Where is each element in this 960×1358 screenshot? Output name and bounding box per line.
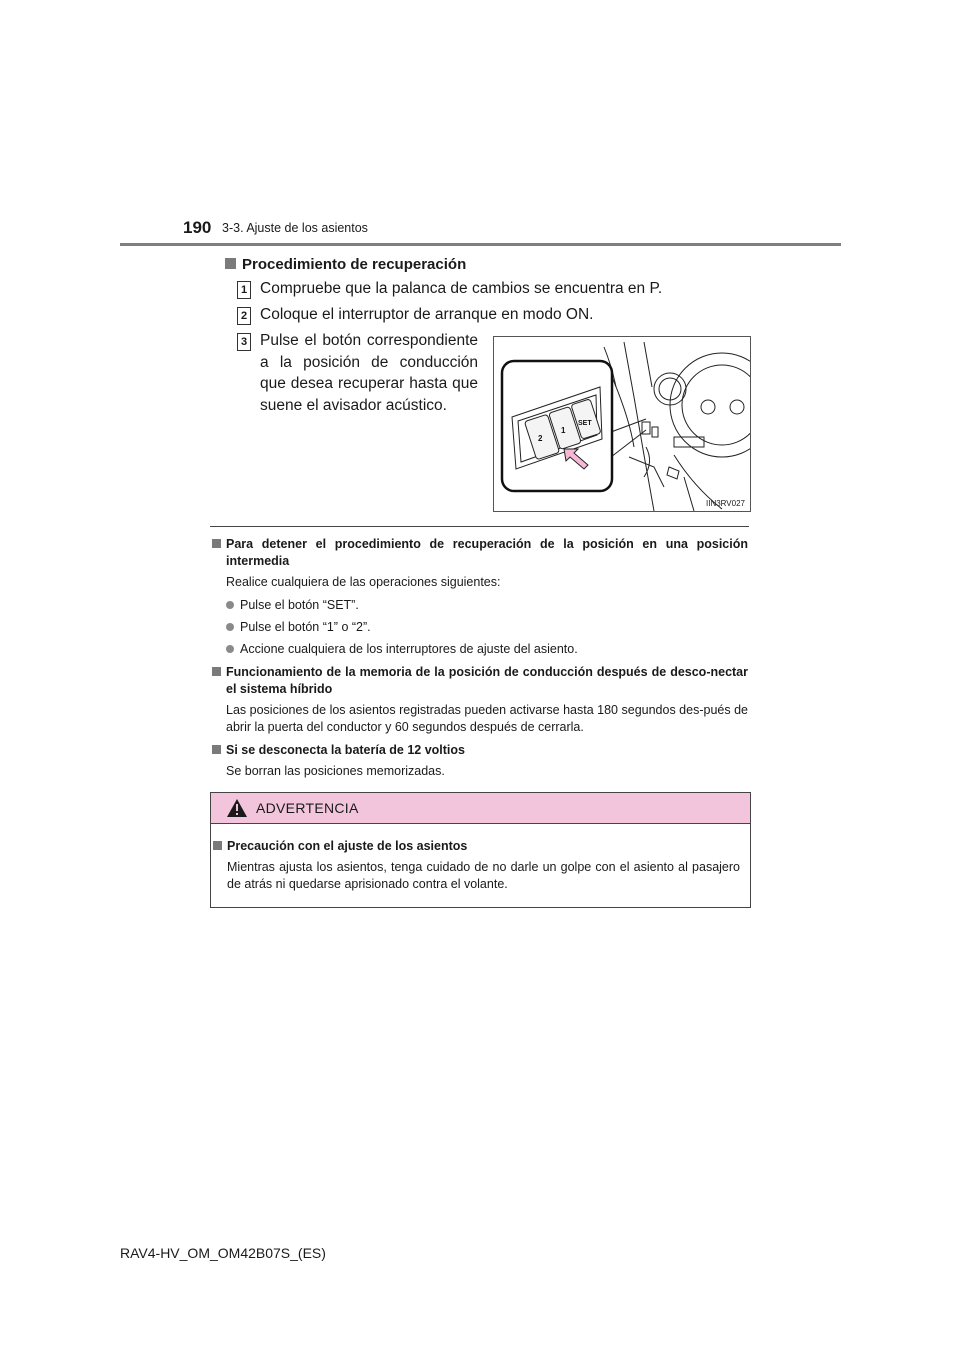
note-heading-battery	[212, 742, 748, 759]
warning-body: Mientras ajusta los asientos, tenga cuidado de no darle un golpe con el asiento al pasajero de atrás ni quedarse aprisionado contra el volante.	[227, 860, 740, 891]
header-rule	[120, 243, 841, 246]
square-bullet-icon	[212, 745, 221, 754]
section-divider	[210, 526, 749, 527]
memory-buttons-illustration	[494, 337, 750, 511]
warning-title: ADVERTENCIA	[256, 800, 359, 816]
memory-buttons-figure	[493, 336, 751, 512]
warning-heading	[213, 838, 740, 855]
list-item-text: Pulse el botón “1” o “2”.	[240, 620, 371, 634]
note-heading-text: Si se desconecta la batería de 12 voltios	[226, 743, 465, 757]
memory-button-1-label: 1	[561, 426, 566, 435]
note-heading-stop-recall	[212, 536, 748, 570]
dot-bullet-icon	[226, 623, 234, 631]
page-number: 190	[183, 218, 212, 237]
memory-button-2-label: 2	[538, 434, 543, 443]
note-heading-memory-after-off	[212, 664, 748, 698]
figure-code: IIN3RV027	[706, 499, 745, 508]
section-header: 3-3. Ajuste de los asientos	[222, 221, 368, 235]
note-body-battery: Se borran las posiciones memorizadas.	[226, 764, 445, 778]
note-body-memory-after-off: Las posiciones de los asientos registradas pueden activarse hasta 180 segundos des-pués de abrir la puerta del conductor y 60 segundos después de cerrarla.	[226, 703, 748, 734]
list-item-text: Pulse el botón “SET”.	[240, 598, 359, 612]
footer-doc-code: RAV4-HV_OM_OM42B07S_(ES)	[120, 1245, 326, 1261]
list-item	[226, 597, 748, 614]
warning-heading-text: Precaución con el ajuste de los asientos	[227, 839, 468, 853]
step-text-2: Coloque el interruptor de arranque en modo ON.	[260, 306, 594, 323]
procedure-title	[225, 256, 466, 273]
warning-triangle-icon	[226, 798, 248, 818]
square-bullet-icon	[213, 841, 222, 850]
square-bullet-icon	[212, 539, 221, 548]
set-button-label: SET	[578, 420, 592, 427]
step-badge-2: 2	[237, 307, 251, 325]
step-text-1: Compruebe que la palanca de cambios se encuentra en P.	[260, 280, 663, 297]
list-item-text: Accione cualquiera de los interruptores de ajuste del asiento.	[240, 642, 578, 656]
warning-box	[210, 792, 751, 908]
dot-bullet-icon	[226, 645, 234, 653]
procedure-title-text: Procedimiento de recuperación	[242, 256, 467, 273]
note-heading-text: Funcionamiento de la memoria de la posición de conducción después de desco-nectar el sistema híbrido	[226, 665, 748, 696]
square-bullet-icon	[225, 258, 236, 269]
square-bullet-icon	[212, 667, 221, 676]
notes-section	[212, 536, 748, 786]
note-heading-text: Para detener el procedimiento de recuperación de la posición en una posición intermedia	[226, 537, 748, 568]
step-badge-1: 1	[237, 281, 251, 299]
step-badge-3: 3	[237, 333, 251, 351]
note-body-stop-recall: Realice cualquiera de las operaciones siguientes:	[226, 575, 501, 589]
dot-bullet-icon	[226, 601, 234, 609]
step-text-3: Pulse el botón correspondiente a la posición de conducción que desea recuperar hasta que suene el avisador acústico.	[260, 332, 478, 414]
list-item	[226, 619, 748, 636]
warning-header	[211, 793, 750, 824]
list-item	[226, 641, 748, 658]
warning-content	[211, 824, 750, 893]
